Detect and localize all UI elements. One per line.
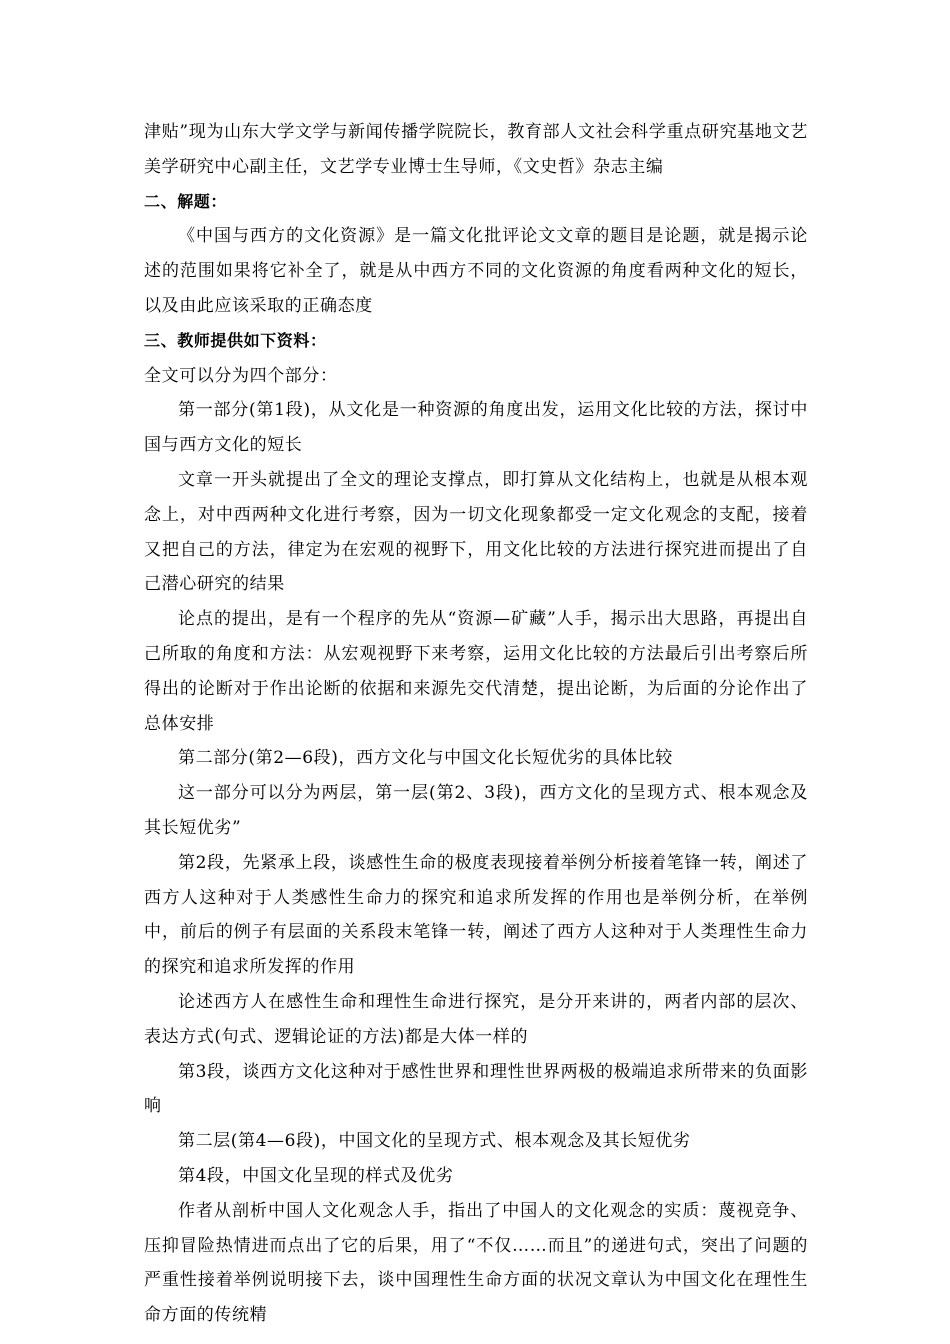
paragraph-western-exploration: 论述西方人在感性生命和理性生命进行探究，是分开来讲的，两者内部的层次、表达方式(句式、逻辑论证的方法)都是大体一样的 xyxy=(144,991,808,1047)
paragraph-second-layer: 第二层(第4—6段)，中国文化的呈现方式、根本观念及其长短优劣 xyxy=(178,1131,691,1152)
section-heading-jieti: 二、解题： xyxy=(144,191,228,211)
paragraph-four-parts: 全文可以分为四个部分： xyxy=(144,365,338,386)
paragraph-section-2: 第2段，先紧承上段，谈感性生命的极度表现接着举例分析接着笔锋一转，阐述了西方人这种对于人类感性生命力的探究和追求所发挥的作用也是举例分析，在举例中，前后的例子有层面的关系段末笔锋一转，阐述了西方人这种对于人类理性生命力的探究和追求所发挥的作用 xyxy=(144,852,808,978)
paragraph-argument-procedure: 论点的提出，是有一个程序的先从“资源—矿藏”人手，揭示出大思路，再提出自己所取的角度和方法：从宏观视野下来考察，运用文化比较的方法最后引出考察后所得出的论断对于作出论断的依据和来源先交代清楚，提出论断，为后面的分论作出了总体安排 xyxy=(144,609,808,734)
paragraph-chinese-analysis: 作者从剖析中国人文化观念人手，指出了中国人的文化观念的实质：蔑视竞争、压抑冒险热情进而点出了它的后果，用了“不仅……而且”的递进句式，突出了问题的严重性接着举例说明接下去，谈中国理性生命方面的状况文章认为中国文化在理性生命方面的传统精 xyxy=(144,1200,808,1326)
document-body xyxy=(144,115,808,1333)
paragraph-author-bio: 津贴”现为山东大学文学与新闻传播学院院长，教育部人文社会科学重点研究基地文艺美学研究中心副主任，文艺学专业博士生导师，《文史哲》杂志主编 xyxy=(144,122,808,177)
paragraph-section-3: 第3段，谈西方文化这种对于感性世界和理性世界两极的极端追求所带来的负面影响 xyxy=(144,1061,808,1117)
paragraph-title-explanation: 《中国与西方的文化资源》是一篇文化批评论文文章的题目是论题，就是揭示论述的范围如果将它补全了，就是从中西方不同的文化资源的角度看两种文化的短长，以及由此应该采取的正确态度 xyxy=(144,226,808,316)
paragraph-part-two: 第二部分(第2—6段)，西方文化与中国文化长短优劣的具体比较 xyxy=(178,748,673,769)
paragraph-part-one: 第一部分(第1段)，从文化是一种资源的角度出发，运用文化比较的方法，探讨中国与西方文化的短长 xyxy=(144,400,808,456)
section-heading-teacher-materials: 三、教师提供如下资料： xyxy=(144,330,327,350)
paragraph-opening-theory: 文章一开头就提出了全文的理论支撑点，即打算从文化结构上，也就是从根本观念上，对中西两种文化进行考察，因为一切文化现象都受一定文化观念的支配，接着又把自己的方法，律定为在宏观的视野下，用文化比较的方法进行探究进而提出了自己潜心研究的结果 xyxy=(144,469,808,595)
paragraph-section-4: 第4段，中国文化呈现的样式及优劣 xyxy=(178,1165,454,1186)
paragraph-first-layer: 这一部分可以分为两层，第一层(第2、3段)，西方文化的呈现方式、根本观念及其长短优劣” xyxy=(144,783,808,838)
